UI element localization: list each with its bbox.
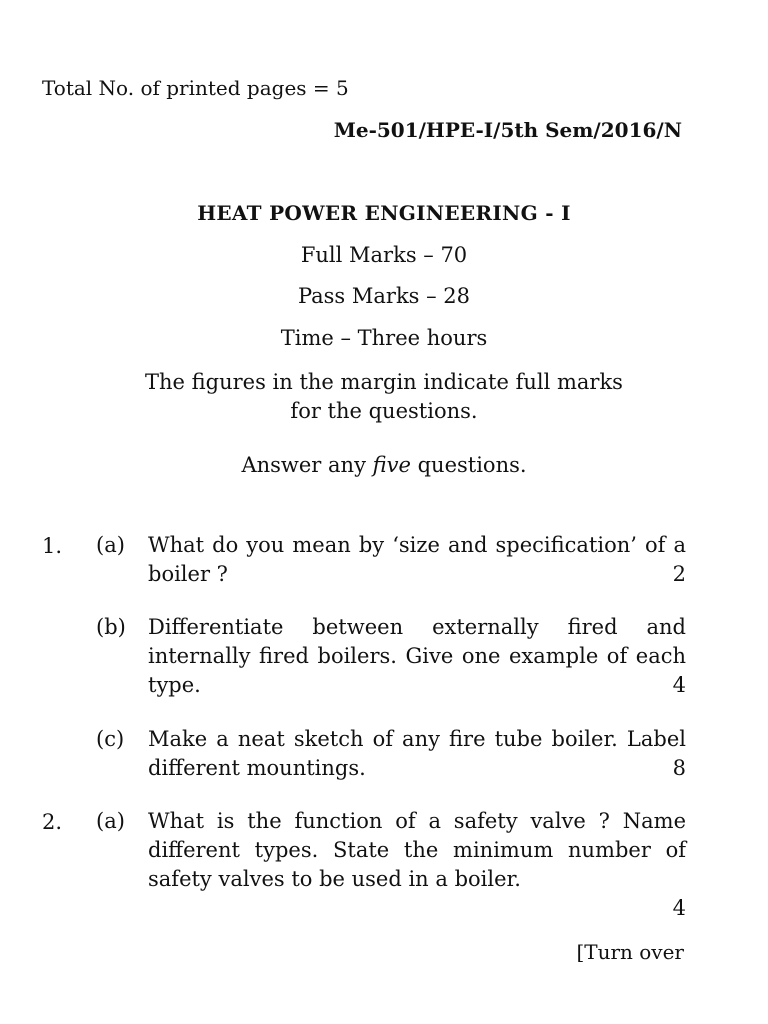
question-part xyxy=(96,531,686,589)
total-printed-pages: Total No. of printed pages = 5 xyxy=(42,76,349,100)
instructions xyxy=(0,368,768,426)
question-part xyxy=(96,807,686,923)
instruction-line-1: The figures in the margin indicate full marks xyxy=(145,370,623,394)
subject-title: HEAT POWER ENGINEERING - I xyxy=(197,201,571,225)
part-label: (b) xyxy=(96,615,126,639)
part-marks: 8 xyxy=(672,756,686,780)
part-marks: 4 xyxy=(672,896,686,920)
question-part xyxy=(96,725,686,783)
time-allowed: Time – Three hours xyxy=(280,326,488,350)
full-marks: Full Marks – 70 xyxy=(300,243,468,267)
answer-prefix: Answer any xyxy=(241,453,373,477)
part-marks: 4 xyxy=(672,673,686,697)
part-marks: 2 xyxy=(672,562,686,586)
part-text: Differentiate between externally fired and internally fired boilers. Give one example of each type. xyxy=(148,615,686,697)
instruction-line-2: for the questions. xyxy=(290,399,478,423)
paper-code: Me-501/HPE-I/5th Sem/2016/N xyxy=(333,118,682,142)
question-number: 2. xyxy=(42,810,63,834)
answer-instruction xyxy=(0,453,768,477)
turn-over-note: [Turn over xyxy=(576,940,684,964)
part-text: What do you mean by ‘size and specification’ of a boiler ? xyxy=(148,533,686,586)
part-text: What is the function of a safety valve ? Name different types. State the minimum number of safety valves to be used in a boiler. xyxy=(148,809,686,891)
answer-emphasis: five xyxy=(372,453,411,477)
question-number: 1. xyxy=(42,534,63,558)
part-label: (c) xyxy=(96,727,125,751)
answer-suffix: questions. xyxy=(410,453,527,477)
pass-marks: Pass Marks – 28 xyxy=(297,284,471,308)
part-label: (a) xyxy=(96,533,125,557)
question-part xyxy=(96,613,686,700)
part-label: (a) xyxy=(96,809,125,833)
part-text: Make a neat sketch of any fire tube boiler. Label different mountings. xyxy=(148,727,686,780)
